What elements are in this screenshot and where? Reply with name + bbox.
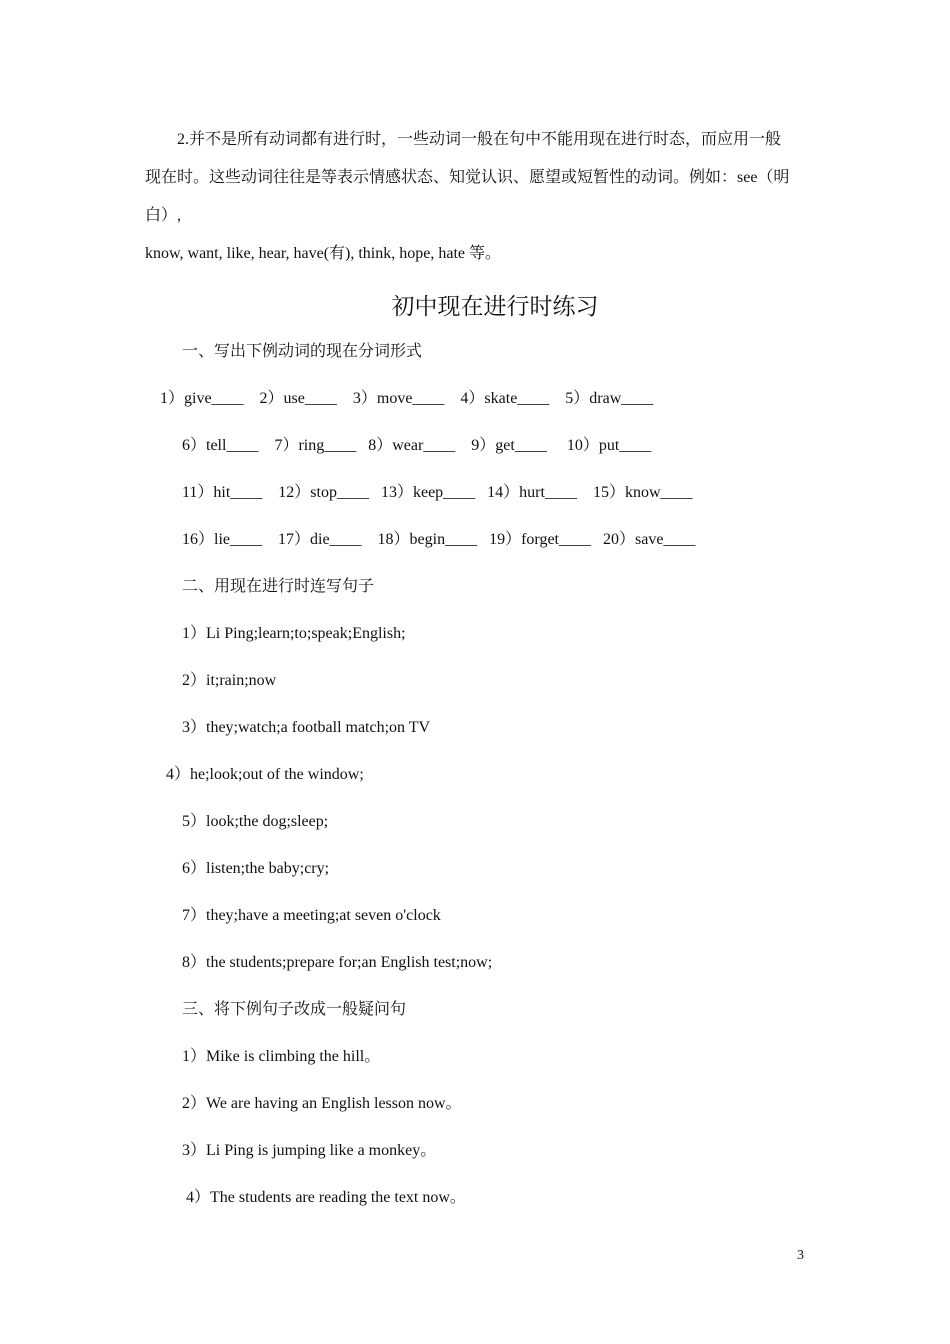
sentence-item-5: 5）look;the dog;sleep; [182, 813, 329, 830]
sentence-item-2: 2）it;rain;now [182, 672, 277, 689]
question-item-3: 3）Li Ping is jumping like a monkey。 [182, 1142, 437, 1159]
page-number: 3 [797, 1248, 804, 1263]
sentence-item-3: 3）they;watch;a football match;on TV [182, 719, 431, 736]
section-1-heading: 一、写出下例动词的现在分词形式 [182, 343, 423, 360]
note-line-3: know, want, like, hear, have(有), think, hope, hate 等。 [145, 245, 502, 262]
sentence-item-6: 6）listen;the baby;cry; [182, 860, 330, 877]
grammar-note [145, 121, 810, 273]
sentence-item-7: 7）they;have a meeting;at seven o'clock [182, 907, 441, 924]
exercise-row-1: 1）give____ 2）use____ 3）move____ 4）skate____ 5）draw____ [160, 390, 654, 407]
sentence-item-1: 1）Li Ping;learn;to;speak;English; [182, 625, 406, 642]
question-item-2: 2）We are having an English lesson now。 [182, 1095, 462, 1112]
exercise-row-4: 16）lie____ 17）die____ 18）begin____ 19）forget____ 20）save____ [182, 531, 696, 548]
question-item-1: 1）Mike is climbing the hill。 [182, 1048, 381, 1065]
sentence-item-4: 4）he;look;out of the window; [166, 766, 364, 783]
exercise-row-3: 11）hit____ 12）stop____ 13）keep____ 14）hurt____ 15）know____ [182, 484, 693, 501]
section-3-heading: 三、将下例句子改成一般疑问句 [182, 1001, 407, 1018]
sentence-item-8: 8）the students;prepare for;an English test;now; [182, 954, 493, 971]
exercise-row-2: 6）tell____ 7）ring____ 8）wear____ 9）get____ 10）put____ [182, 437, 652, 454]
page-title: 初中现在进行时练习 [391, 294, 599, 319]
note-line-1: 2.并不是所有动词都有进行时，一些动词一般在句中不能用现在进行时态，而应用一般 [177, 131, 782, 148]
section-2-heading: 二、用现在进行时连写句子 [182, 578, 375, 595]
question-item-4: 4）The students are reading the text now。 [186, 1189, 466, 1206]
note-line-2: 现在时。这些动词往往是等表示情感状态、知觉认识、愿望或短暂性的动词。例如：see（明白）, [145, 169, 790, 224]
